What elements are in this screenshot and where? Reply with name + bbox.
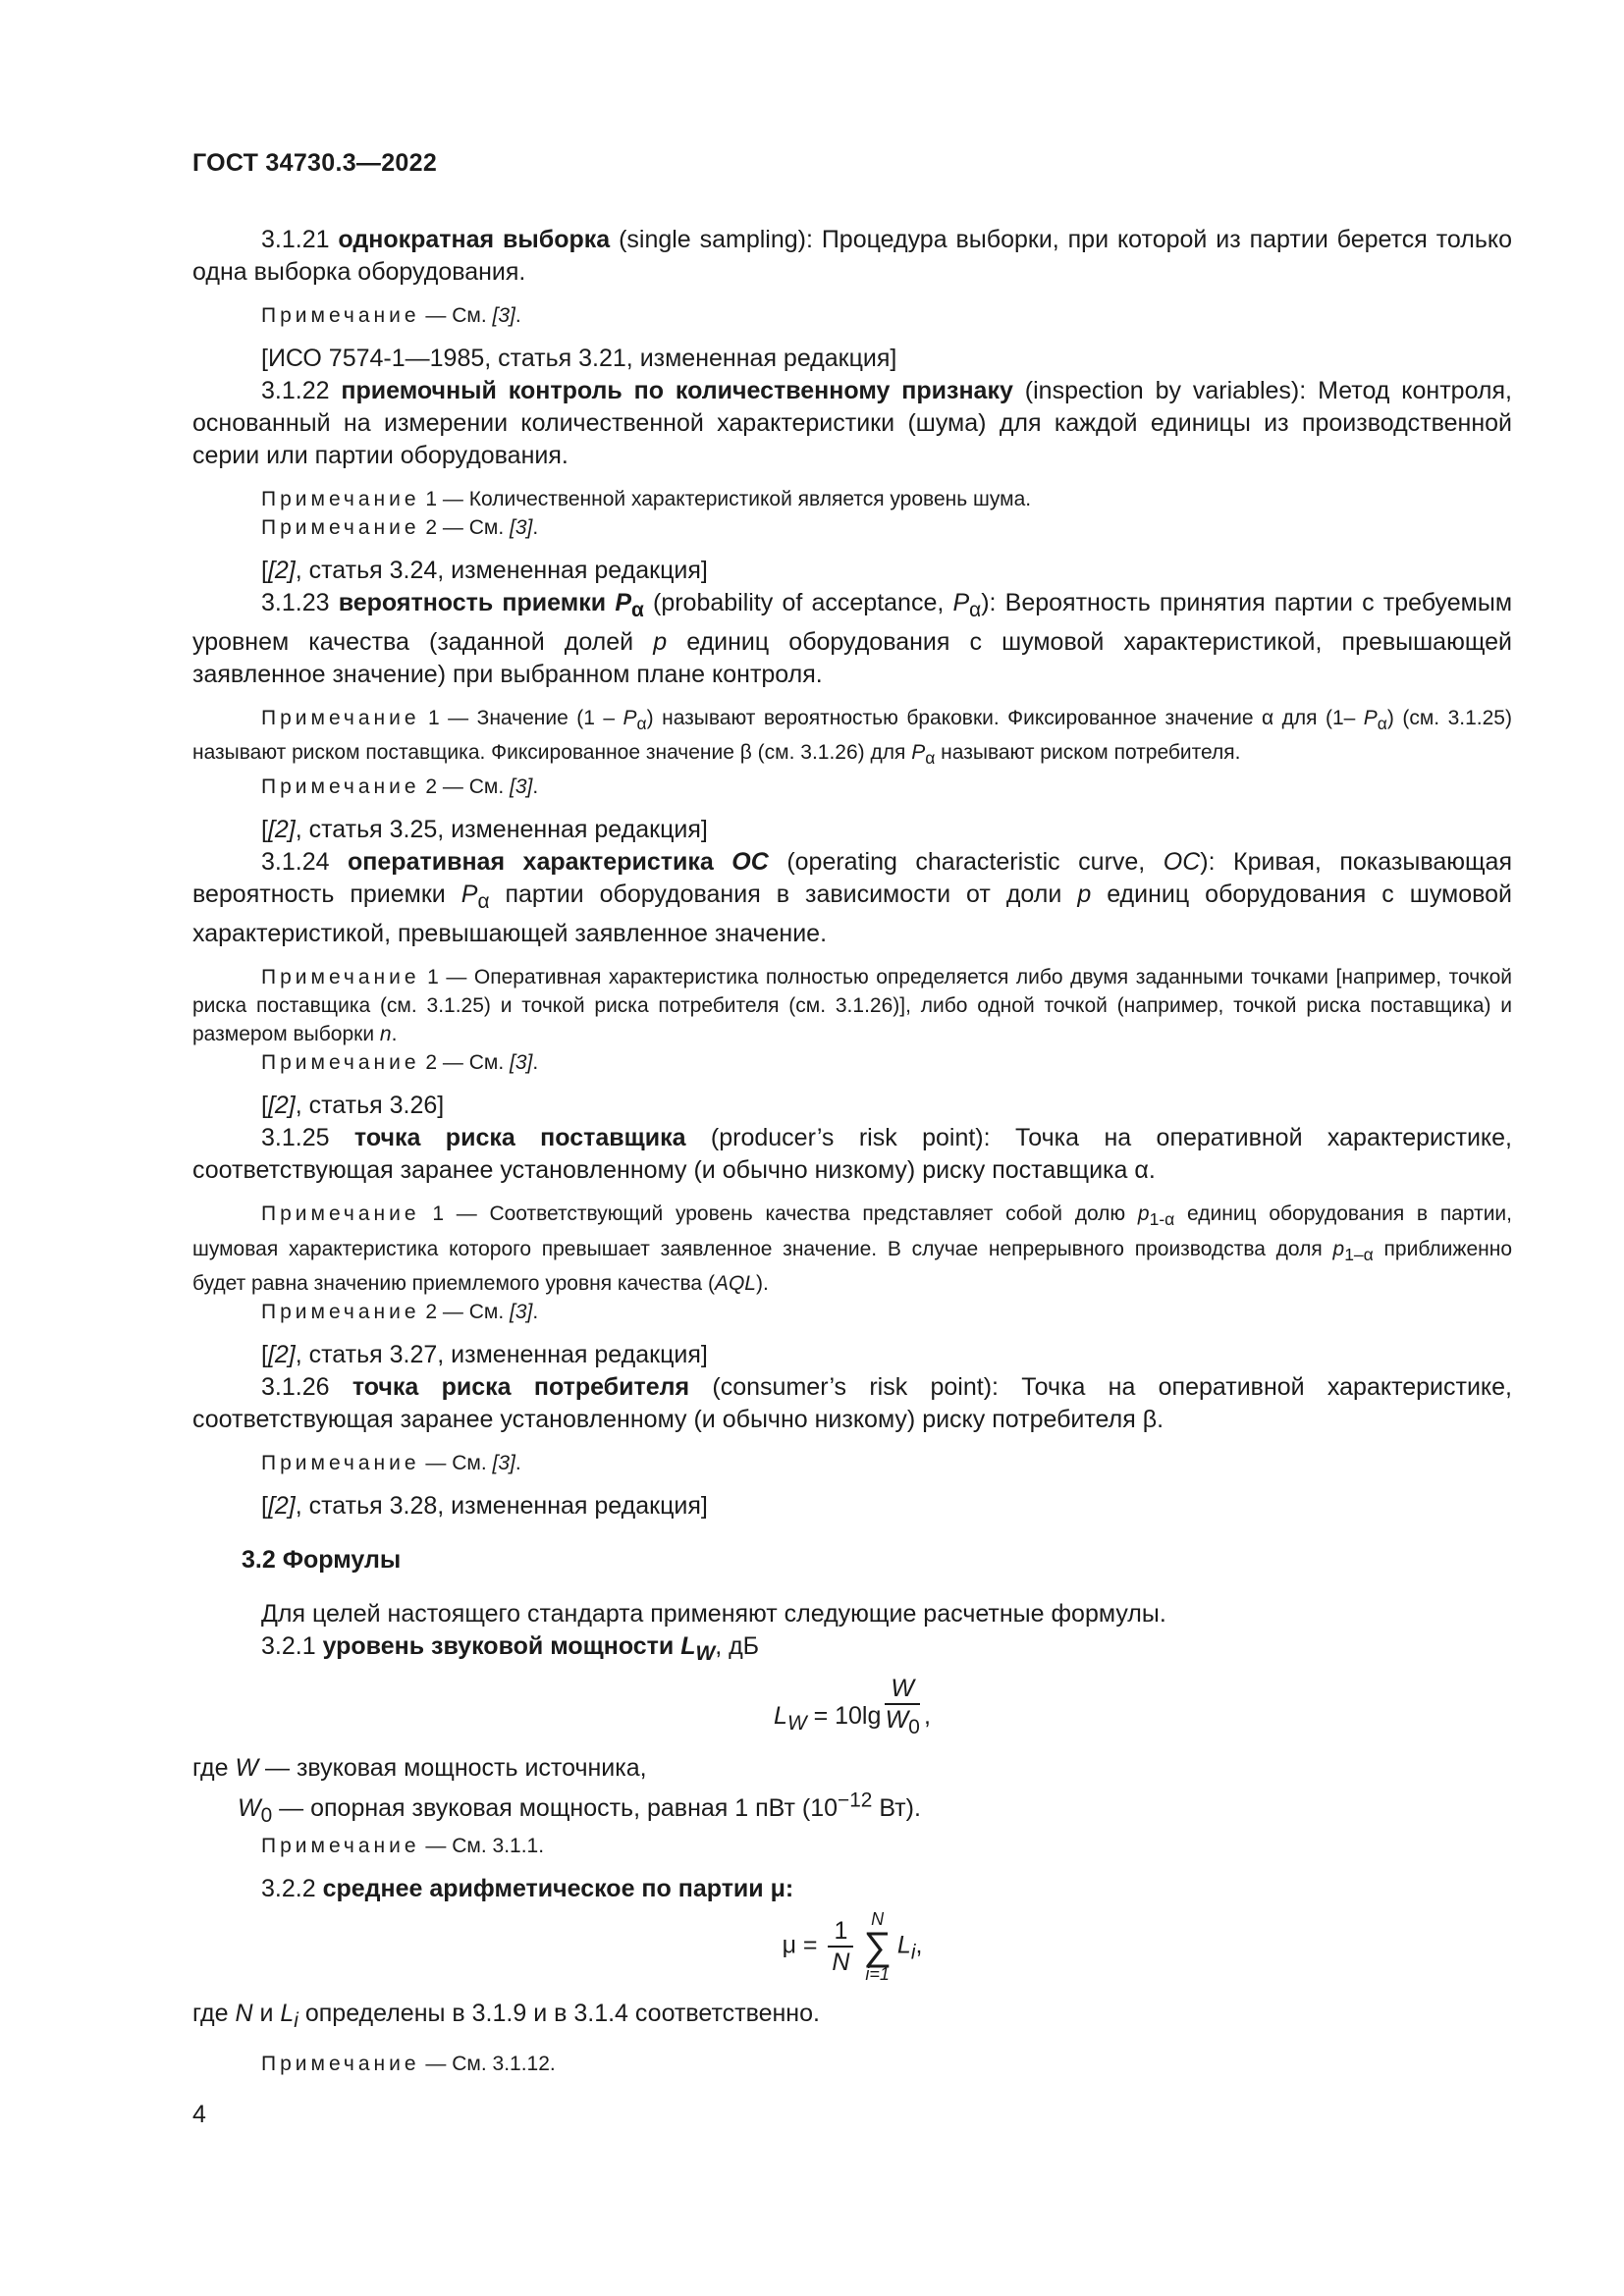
definition-3-2-1: 3.2.1 уровень звуковой мощности $L_W$, дБ xyxy=(261,1631,760,1665)
note-3-1-24-2: Примечание 2 — См. [3]. xyxy=(261,1051,539,1075)
source-3-1-26: [[2], статья 3.28, измененная редакция] xyxy=(261,1491,708,1520)
source-3-1-23: [[2], статья 3.25, измененная редакция] xyxy=(261,816,708,844)
document-page xyxy=(192,0,1512,2296)
formula-fraction: $\frac{W}{W_0}$ xyxy=(885,1674,920,1738)
note-3-1-23-2: Примечание 2 — См. [3]. xyxy=(261,775,539,799)
definition-3-1-21: 3.1.21 однократная выборка (single sampling): Процедура выборки, при которой из партии берется только одна выборка оборудования. xyxy=(192,226,1512,286)
formula-batch-mean: μ = $\frac{1}{N}$ N ∑ i=1 $L_i$, xyxy=(782,1909,923,1985)
where-n-li: где N и $L_i$ определены в 3.1.9 и в 3.1.4 соответственно. xyxy=(192,2000,820,2033)
page-number: 4 xyxy=(192,2101,206,2128)
definition-3-1-23: 3.1.23 вероятность приемки $P_\alpha$ (probability of acceptance, $P_\alpha$): Вероятность принятия партии с требуемым уровнем качества (заданной долей p единиц оборудования с шумовой характеристикой, превышающей заявленное значение) при выбранном плане контроля. xyxy=(192,589,1513,688)
note-3-2-2: Примечание — См. 3.1.12. xyxy=(261,2053,556,2076)
note-3-1-24-1: Примечание 1 — Оперативная характеристика полностью определяется либо двумя заданными точками [например, точкой риска поставщика (см. 3.1.25) и точкой риска потребителя (см. 3.1.26)], либо одной точкой (например, точкой риска поставщика) и размером выборки n. xyxy=(192,966,1512,1046)
note-3-1-23-1: Примечание 1 — Значение $(1 - P_\alpha)$ называют вероятностью браковки. Фиксированное значение α для (1– $P_\alpha$) (см. 3.1.25) называют риском поставщика. Фиксированное значение β (см. 3.1.26) для $P_\alpha$ называют риском потребителя. xyxy=(192,707,1512,769)
note-3-2-1: Примечание — См. 3.1.1. xyxy=(261,1835,545,1858)
definition-3-1-26: 3.1.26 точка риска потребителя (consumer’s risk point): Точка на оперативной характеристике, соответствующая заранее установленному (и обычно низкому) риску потребителя β. xyxy=(192,1372,1512,1433)
section-intro-3-2: Для целей настоящего стандарта применяют следующие расчетные формулы. xyxy=(261,1599,1166,1628)
definition-3-1-24: 3.1.24 оперативная характеристика ОС (operating characteristic curve, OC): Кривая, показывающая вероятность приемки $P_\alpha$ партии оборудования в зависимости от доли p единиц оборудования с шумовой характеристикой, превышающей заявленное значение. xyxy=(192,848,1512,948)
note-3-1-22-1: Примечание 1 — Количественной характеристикой является уровень шума. xyxy=(261,488,1032,510)
where-w0: $W_0$ — опорная звуковая мощность, равная 1 пВт ($10^{-12}$ Вт). xyxy=(238,1789,921,1828)
where-w: где W — звуковая мощность источника, xyxy=(192,1753,647,1782)
note-3-1-26: Примечание — См. [3]. xyxy=(261,1451,521,1474)
summation-sign: N ∑ i=1 xyxy=(863,1909,892,1985)
note-3-1-22-2: Примечание 2 — См. [3]. xyxy=(261,516,539,539)
note-3-1-25-2: Примечание 2 — См. [3]. xyxy=(261,1300,539,1323)
definition-3-2-2: 3.2.2 среднее арифметическое по партии μ: xyxy=(261,1875,794,1903)
source-3-1-22: [[2], статья 3.24, измененная редакция] xyxy=(261,557,708,584)
formula-sound-power: $L_W = 10\lg$ $\frac{W}{W_0}$ , xyxy=(192,1674,1512,1752)
source-3-1-25: [[2], статья 3.27, измененная редакция] xyxy=(261,1340,708,1368)
definition-3-1-25: 3.1.25 точка риска поставщика (producer’s risk point): Точка на оперативной характеристике, соответствующая заранее установленному (и обычно низкому) риску поставщика α. xyxy=(192,1124,1512,1185)
source-3-1-24: [[2], статья 3.26] xyxy=(261,1092,445,1120)
section-title-3-2: 3.2 Формулы xyxy=(242,1545,402,1574)
definition-3-1-22: 3.1.22 приемочный контроль по количественному признаку (inspection by variables): Метод контроля, основанный на измерении количественной характеристики (шума) для каждой единицы из производственной серии или партии оборудования. xyxy=(192,377,1512,469)
note-3-1-25-1: Примечание 1 — Соответствующий уровень качества представляет собой долю $p_{1-\alpha}$ единиц оборудования в партии, шумовая характеристика которого превышает заявленное значение. В случае непрерывного производства доля $p_{1-\alpha}$ приближенно будет равна значению приемлемого уровня качества (AQL). xyxy=(192,1202,1512,1295)
page-content xyxy=(192,224,1512,2078)
source-3-1-21: [ИСО 7574-1—1985, статья 3.21, измененная редакция] xyxy=(261,345,897,372)
page-header: ГОСТ 34730.3—2022 xyxy=(192,149,438,177)
formula-mean-fraction: $\frac{1}{N}$ xyxy=(828,1916,853,1977)
note-3-1-21: Примечание — См. [3]. xyxy=(261,304,521,327)
